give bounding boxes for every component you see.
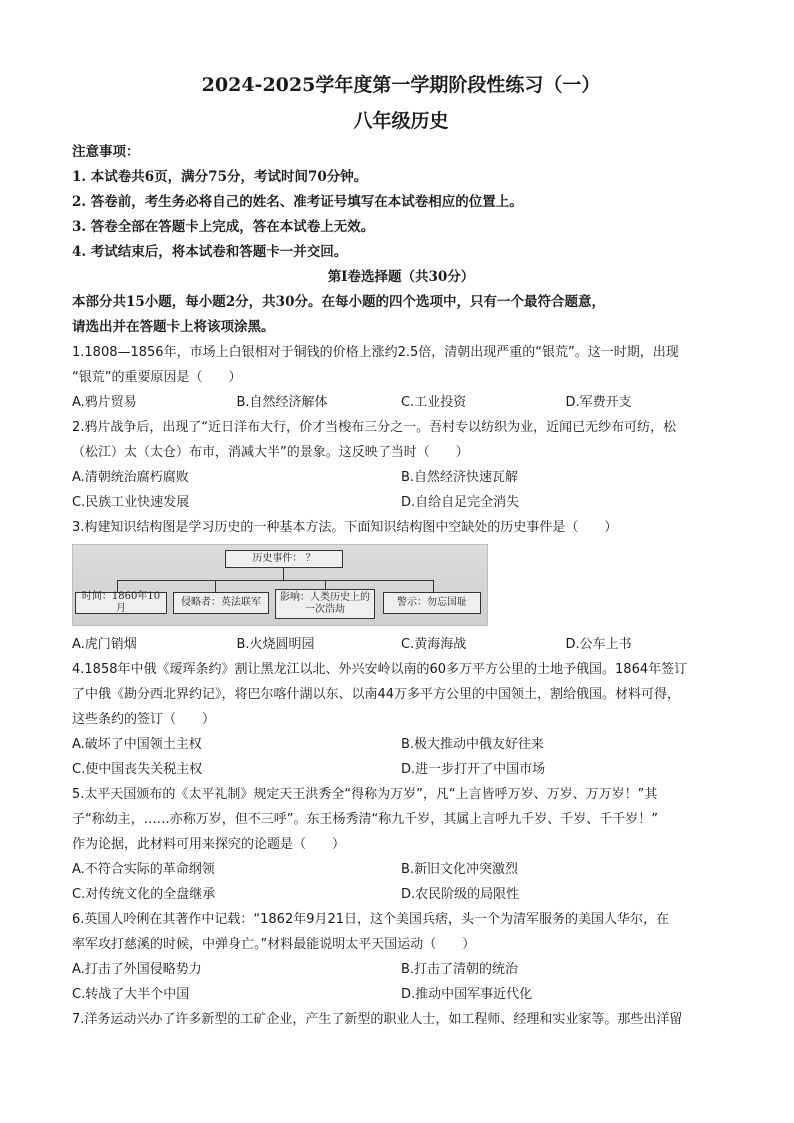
options-grid	[72, 465, 730, 515]
figure-time-box: 时间：1860年10月	[75, 592, 167, 614]
question-text-line: 4.1858年中俄《瑷珲条约》割让黑龙江以北、外兴安岭以南的60多万平方公里的土地予俄国。1864年签订	[72, 662, 688, 677]
question-text-line: 了中俄《勘分西北界约记》，将巴尔喀什湖以东、以南44万多平方公里的中国领土，割给俄国。材料可得，	[72, 687, 681, 702]
question-text-line: 率军攻打慈溪的时候，中弹身亡。”材料最能说明太平天国运动（ ）	[72, 937, 476, 952]
notice-item: 3. 答卷全部在答题卡上完成，答在本试卷上无效。	[72, 219, 375, 235]
section-desc-line: 请选出并在答题卡上将该项涂黑。	[72, 319, 275, 335]
option-a: A.清朝统治腐朽腐败	[72, 470, 189, 485]
option-c: C.使中国丧失关税主权	[72, 762, 203, 777]
option-d: D.进一步打开了中国市场	[401, 762, 546, 777]
option-c: C.黄海海战	[401, 637, 467, 652]
options-grid	[72, 857, 730, 907]
question-6	[72, 907, 730, 1007]
options-grid	[72, 732, 730, 782]
figure-connector	[433, 580, 434, 592]
figure-connector	[117, 580, 433, 581]
option-c: C.对传统文化的全盘继承	[72, 887, 216, 902]
question-text-line: 5.太平天国颁布的《太平礼制》规定天王洪秀全“得称为万岁”，凡“上言皆呼万岁、万岁、万万岁！”其	[72, 787, 658, 802]
knowledge-structure-figure	[72, 544, 488, 626]
question-5	[72, 782, 730, 907]
page-title: 2024-2025学年度第一学期阶段性练习（一）	[201, 74, 601, 96]
question-text-line: （松江）太（太仓）布市，消减大半”的景象。这反映了当时（ ）	[72, 445, 469, 460]
page-subtitle: 八年级历史	[353, 110, 449, 132]
figure-aggressor-box: 侵略者：英法联军	[173, 592, 269, 614]
notice-item: 4. 考试结束后，将本试卷和答题卡一并交回。	[72, 244, 348, 260]
question-1	[72, 340, 730, 415]
figure-warning-box: 警示：勿忘国耻	[383, 592, 481, 614]
option-d: D.军费开支	[565, 395, 632, 410]
notice-item: 2. 答卷前，考生务必将自己的姓名、准考证号填写在本试卷相应的位置上。	[72, 194, 523, 210]
question-text-line: 作为论据，此材料可用来探究的论题是（ ）	[72, 837, 346, 852]
question-4	[72, 657, 730, 782]
question-text-line: 这些条约的签订（ ）	[72, 712, 216, 727]
options-grid	[72, 957, 730, 1007]
options-row	[72, 632, 730, 657]
question-text-line: 子“称幼主，……亦称万岁，但不三呼”。东王杨秀清“称九千岁，其属上言呼九千岁、千岁、千千岁！”	[72, 812, 658, 827]
option-d: D.推动中国军事近代化	[401, 987, 533, 1002]
question-text-line: 2.鸦片战争后，出现了“近日洋布大行，价才当梭布三分之一。吾村专以纺织为业，近闻已无纱布可纺，松	[72, 420, 677, 435]
option-b: B.打击了清朝的统治	[401, 962, 519, 977]
question-text-line: 7.洋务运动兴办了许多新型的工矿企业，产生了新型的职业人士，如工程师、经理和实业家等。那些出洋留	[72, 1012, 683, 1027]
option-c: C.民族工业快速发展	[72, 495, 190, 510]
option-a: A.不符合实际的革命纲领	[72, 862, 215, 877]
option-a: A.虎门销烟	[72, 637, 137, 652]
question-2	[72, 415, 730, 515]
figure-event-box: 历史事件： ？	[225, 550, 343, 568]
notice-item: 1. 本试卷共6页，满分75分，考试时间70分钟。	[72, 169, 368, 185]
question-text-line: 6.英国人呤俐在其著作中记载：“1862年9月21日，这个美国兵痞，头一个为清军服务的美国人华尔，在	[72, 912, 670, 927]
figure-connector	[215, 580, 216, 592]
notice-block	[72, 140, 730, 265]
option-b: B.极大推动中俄友好往来	[401, 737, 545, 752]
option-a: A.鸦片贸易	[72, 395, 137, 410]
question-text-line: 1.1808—1856年，市场上白银相对于铜钱的价格上涨约2.5倍，清朝出现严重的“银荒”。这一时期，出现	[72, 345, 679, 360]
option-b: B.火烧圆明园	[236, 637, 315, 652]
option-d: D.公车上书	[565, 637, 632, 652]
section-title: 第Ⅰ卷选择题（共30分）	[327, 269, 475, 285]
option-d: D.自给自足完全消失	[401, 495, 520, 510]
notice-heading: 注意事项：	[72, 144, 140, 160]
option-b: B.新旧文化冲突激烈	[401, 862, 519, 877]
question-3	[72, 515, 730, 657]
options-row	[72, 390, 730, 415]
question-text-line: “银荒”的重要原因是（ ）	[72, 370, 242, 385]
option-b: B.自然经济解体	[236, 395, 328, 410]
option-a: A.打击了外国侵略势力	[72, 962, 202, 977]
figure-impact-box: 影响：人类历史上的一次浩劫	[275, 589, 375, 619]
option-a: A.破坏了中国领土主权	[72, 737, 202, 752]
question-7	[72, 1007, 730, 1032]
figure-connector	[283, 568, 284, 580]
section-desc-line: 本部分共15小题，每小题2分，共30分。在每小题的四个选项中，只有一个最符合题意，	[72, 294, 605, 310]
option-b: B.自然经济快速瓦解	[401, 470, 519, 485]
option-d: D.农民阶级的局限性	[401, 887, 520, 902]
question-text-line: 3.构建知识结构图是学习历史的一种基本方法。下面知识结构图中空缺处的历史事件是（ ）	[72, 520, 618, 535]
option-c: C.工业投资	[401, 395, 467, 410]
option-c: C.转战了大半个中国	[72, 987, 190, 1002]
